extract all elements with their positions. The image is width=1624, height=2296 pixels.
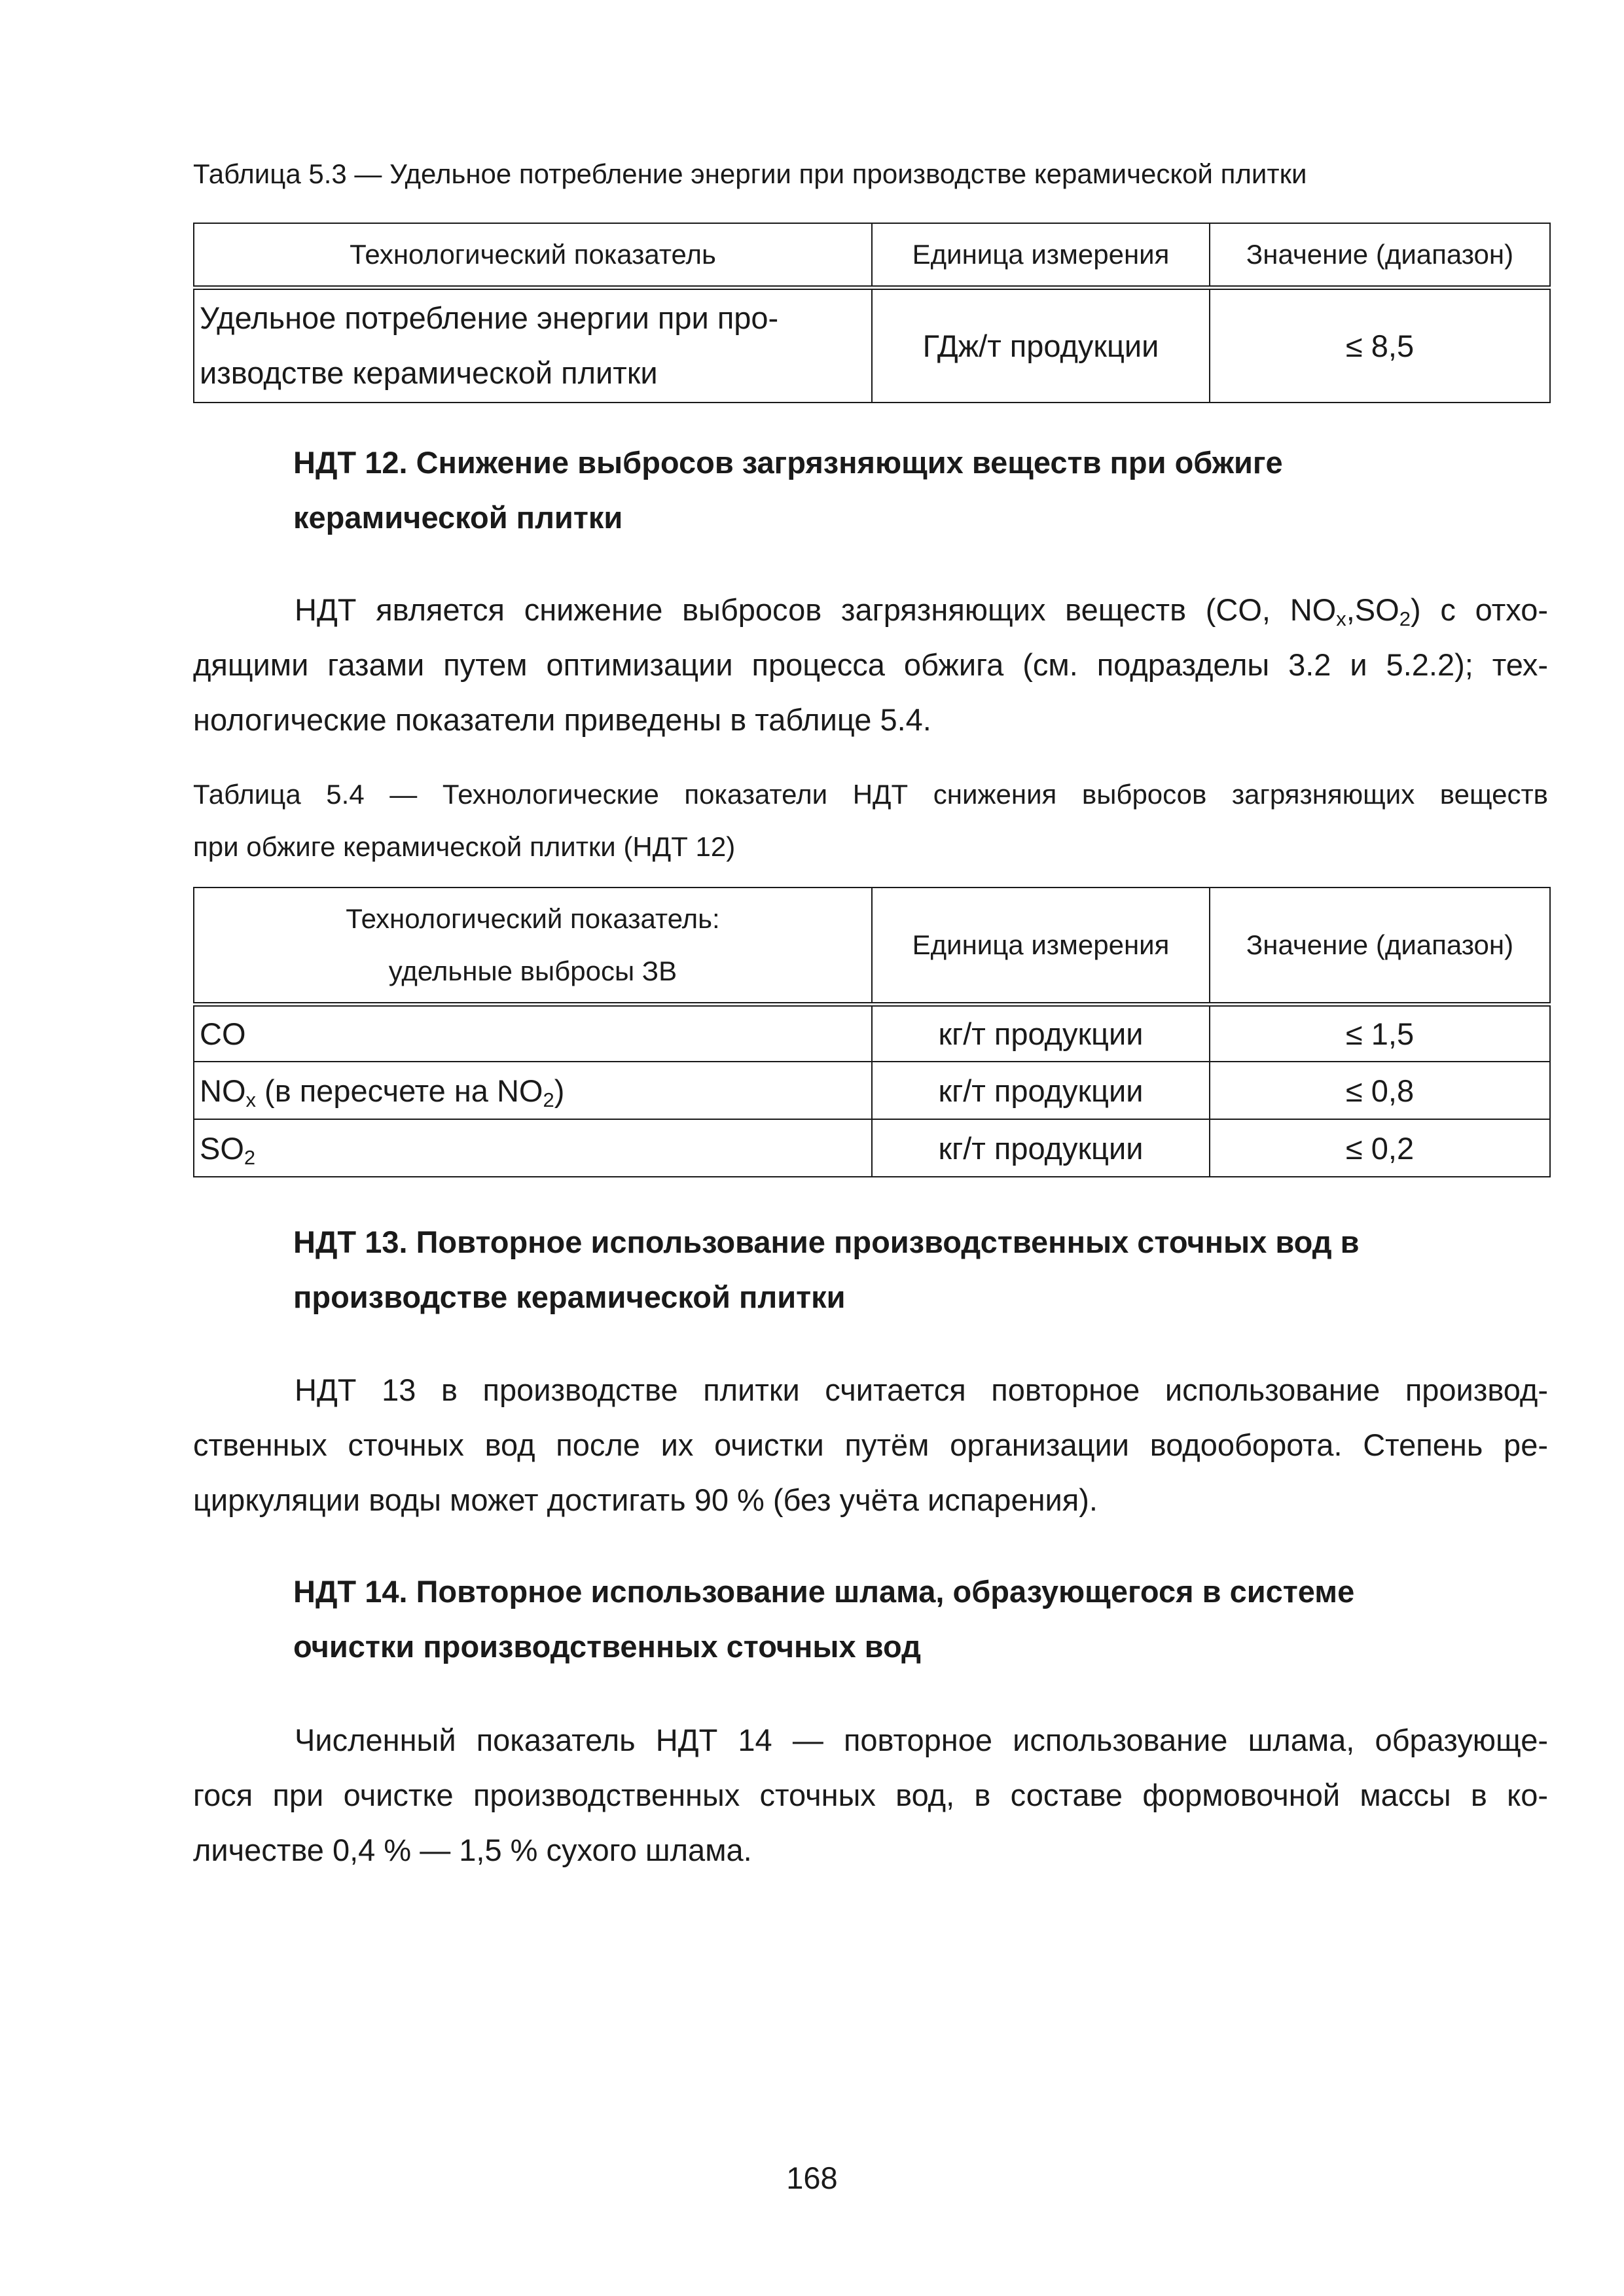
ndt-13-paragraph-line-1: НДТ 13 в производстве плитки считается повторное использование производ-: [295, 1372, 1548, 1407]
table-5-4-caption-line-1: Таблица 5.4 — Технологические показатели НДТ снижения выбросов загрязняющих веществ: [193, 779, 1548, 810]
table-row: [194, 1004, 1550, 1062]
table-5-4: [193, 887, 1551, 1177]
text-segment: НДТ является снижение выбросов загрязняющих веществ (CO, NO: [295, 592, 1337, 627]
table-row: [194, 1119, 1550, 1177]
pollutant-name: NO: [200, 1073, 246, 1108]
table-5-3-unit-cell: ГДж/т продукции: [872, 287, 1210, 403]
pollutant-name: CO: [200, 1016, 246, 1051]
pollutant-note-end: ): [554, 1073, 565, 1108]
subscript: x: [1336, 607, 1346, 630]
table-5-4-caption: [193, 768, 1548, 873]
text-segment: ,SO: [1346, 592, 1399, 627]
ndt-12-heading: [293, 435, 1537, 545]
subscript: x: [245, 1088, 256, 1111]
table-5-3-value-cell: ≤ 8,5: [1210, 287, 1550, 403]
ndt-12-paragraph-line-2: дящими газами путем оптимизации процесса обжига (см. подразделы 3.2 и 5.2.2); тех-: [193, 647, 1548, 682]
pollutant-name-cell: [194, 1004, 872, 1062]
ndt-14-heading-line-1: НДТ 14. Повторное использование шлама, образующегося в системе: [293, 1574, 1355, 1609]
table-5-3: [193, 223, 1551, 403]
ndt-13-heading-line-2: производстве керамической плитки: [293, 1280, 846, 1314]
value-cell: ≤ 0,8: [1210, 1062, 1550, 1119]
ndt-12-heading-line-1: НДТ 12. Снижение выбросов загрязняющих веществ при обжиге: [293, 445, 1283, 480]
ndt-12-paragraph: [193, 583, 1548, 747]
table-5-4-header-indicator: [194, 888, 872, 1004]
ndt-14-paragraph-line-3: личестве 0,4 % — 1,5 % сухого шлама.: [193, 1833, 752, 1867]
ndt-14-paragraph-line-1: Численный показатель НДТ 14 — повторное использование шлама, образующе-: [295, 1723, 1548, 1757]
table-row: [194, 1062, 1550, 1119]
value-cell: ≤ 1,5: [1210, 1004, 1550, 1062]
ndt-12-paragraph-line-1: [193, 583, 1548, 637]
ndt-14-paragraph-line-2: гося при очистке производственных сточных вод, в составе формовочной массы в ко-: [193, 1778, 1548, 1812]
ndt-14-heading: [293, 1564, 1537, 1674]
indicator-line-1: Удельное потребление энергии при про-: [200, 300, 779, 336]
header-line-2: удельные выбросы ЗВ: [388, 955, 677, 986]
ndt-13-heading-line-1: НДТ 13. Повторное использование производственных сточных вод в: [293, 1225, 1360, 1259]
table-5-3-header-unit: Единица измерения: [872, 223, 1210, 287]
ndt-12-paragraph-line-3: нологические показатели приведены в таблице 5.4.: [193, 702, 931, 737]
subscript: 2: [1399, 607, 1411, 630]
unit-cell: кг/т продукции: [872, 1119, 1210, 1177]
subscript: 2: [244, 1145, 256, 1169]
subscript: 2: [543, 1088, 554, 1111]
ndt-13-paragraph-line-3: циркуляции воды может достигать 90 % (без учёта испарения).: [193, 1482, 1098, 1517]
pollutant-name: SO: [200, 1130, 244, 1166]
ndt-12-heading-line-2: керамической плитки: [293, 500, 623, 535]
ndt-14-paragraph: [193, 1713, 1548, 1878]
table-5-3-header-indicator: Технологический показатель: [194, 223, 872, 287]
table-5-4-header-value: Значение (диапазон): [1210, 888, 1550, 1004]
pollutant-note: (в пересчете на NO: [256, 1073, 543, 1108]
value-cell: ≤ 0,2: [1210, 1119, 1550, 1177]
page-number: 168: [786, 2161, 838, 2195]
pollutant-name-cell: [194, 1119, 872, 1177]
pollutant-name-cell: [194, 1062, 872, 1119]
table-5-3-caption: Таблица 5.3 — Удельное потребление энергии при производстве керамической плитки: [193, 158, 1307, 189]
table-5-3-header-value: Значение (диапазон): [1210, 223, 1550, 287]
unit-cell: кг/т продукции: [872, 1004, 1210, 1062]
table-5-3-indicator-cell: [194, 287, 872, 403]
ndt-13-paragraph: [193, 1363, 1548, 1528]
table-5-4-header-unit: Единица измерения: [872, 888, 1210, 1004]
table-row: [194, 287, 1550, 403]
ndt-14-heading-line-2: очистки производственных сточных вод: [293, 1629, 921, 1664]
ndt-13-paragraph-line-2: ственных сточных вод после их очистки путём организации водооборота. Степень ре-: [193, 1427, 1548, 1462]
header-line-1: Технологический показатель:: [346, 903, 720, 934]
indicator-line-2: изводстве керамической плитки: [200, 355, 658, 391]
ndt-13-heading: [293, 1215, 1537, 1325]
unit-cell: кг/т продукции: [872, 1062, 1210, 1119]
text-segment: ) с отхо-: [1410, 592, 1548, 627]
table-5-4-caption-line-2: при обжиге керамической плитки (НДТ 12): [193, 831, 736, 862]
